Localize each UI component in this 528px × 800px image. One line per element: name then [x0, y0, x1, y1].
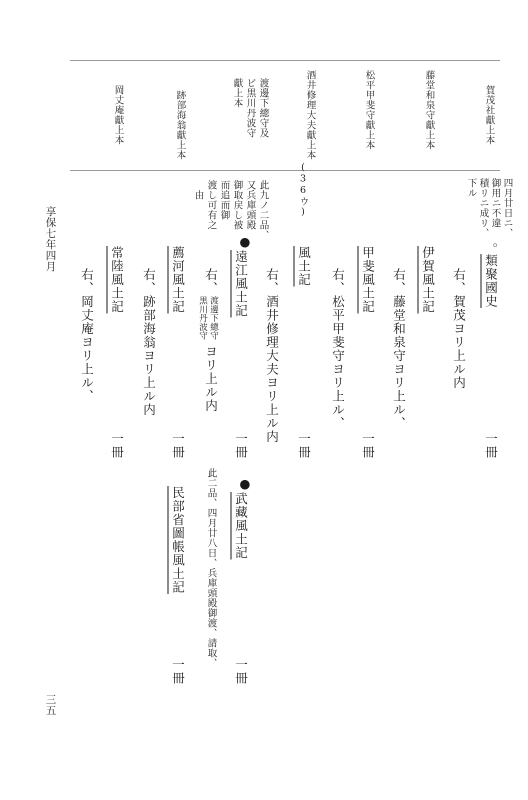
- entry-title: 遠江風土記: [233, 250, 249, 318]
- note-kono-line5: 渡し可有之: [205, 180, 217, 230]
- note-apr22-line4: 下ル: [465, 178, 477, 198]
- entry-source: 右、酒井修理大夫ヨリ上ル内: [264, 268, 280, 444]
- header-matsudaira: 松平甲斐守獻上本: [363, 70, 375, 150]
- note-kono-line3: 御取戻し被: [231, 180, 243, 230]
- header-watanabe-line3: 獻上本: [231, 78, 243, 108]
- entry-count: 一冊: [170, 658, 186, 685]
- entry-title: 薦河風土記: [170, 246, 186, 314]
- entry-mark-bullet: ●: [237, 234, 253, 250]
- note-kono-line6: 由: [192, 190, 204, 200]
- entry-source: 右、賀茂ヨリ上ル内: [451, 268, 467, 390]
- entry-title: 類聚國史: [483, 254, 499, 308]
- entry-title: 常陸風土記: [109, 246, 125, 314]
- entry-count: 一冊: [360, 432, 376, 459]
- header-watanabe-line1: 渡邊下總守及: [257, 78, 269, 138]
- entry-source-prefix: 右、: [203, 268, 219, 295]
- divider-top: [70, 60, 500, 61]
- note-musashi: 此二品、四月廿八日、兵庫頭殿御渡、請取、: [205, 468, 217, 668]
- header-todo: 藤堂和泉守獻上本: [423, 70, 435, 150]
- entry-source-suffix: ヨリ上ル内: [203, 345, 219, 413]
- entry-source: 右、跡部海翁ヨリ上ル内: [141, 268, 157, 417]
- entry-count: 一冊: [233, 432, 249, 459]
- note-apr22-line2: 御用ニ不違: [489, 178, 501, 228]
- entry-count: 一冊: [483, 432, 499, 459]
- note-kono-line4: 而追而御: [218, 180, 230, 220]
- entry-count: 一冊: [170, 432, 186, 459]
- header-watanabe-line2: ビ黒川丹波守: [244, 78, 256, 138]
- note-apr22-line1: 四月廿日ニ、: [501, 178, 513, 238]
- header-kamo: 賀茂社獻上本: [483, 85, 495, 145]
- note-kono-line1: 此九ノ二品、: [257, 180, 269, 240]
- page-number: 三五: [44, 694, 57, 716]
- entry-mark-bullet: ●: [237, 476, 253, 492]
- header-sakai: 酒井修理大夫獻上本: [304, 70, 316, 160]
- entry-title: 伊賀風土記: [420, 246, 436, 314]
- note-kono-line2: 又兵庫頭殿: [244, 180, 256, 230]
- divider-header: [70, 170, 500, 171]
- entry-source: 右、岡丈庵ヨリ上ル、: [79, 268, 95, 403]
- entry-count: 一冊: [233, 658, 249, 685]
- entry-title: 武藏風土記: [233, 492, 249, 560]
- date-label: 享保七年四月: [44, 206, 57, 272]
- header-atobe: 跡部海翁獻上本: [174, 90, 186, 160]
- note-apr22-line3: 積リニ成リ、: [477, 178, 489, 238]
- entry-count: 一冊: [296, 432, 312, 459]
- entry-source-small-line2: 黒川丹波守: [197, 296, 208, 340]
- entry-source: 右、藤堂和泉守ヨリ上ル、: [391, 268, 407, 430]
- entry-title: 風土記: [296, 246, 312, 287]
- entry-count: 一冊: [109, 432, 125, 459]
- entry-mark-circle: ◦: [487, 238, 503, 254]
- entry-source-small-line1: 渡邊下總守: [208, 296, 219, 340]
- entry-source: 右、松平甲斐守ヨリ上ル、: [330, 268, 346, 430]
- entry-title: 甲斐風土記: [360, 246, 376, 314]
- header-oka: 岡丈庵獻上本: [112, 85, 124, 145]
- page-marker: (36ウ): [297, 162, 309, 218]
- entry-title: 民部省圖帳風土記: [170, 486, 186, 594]
